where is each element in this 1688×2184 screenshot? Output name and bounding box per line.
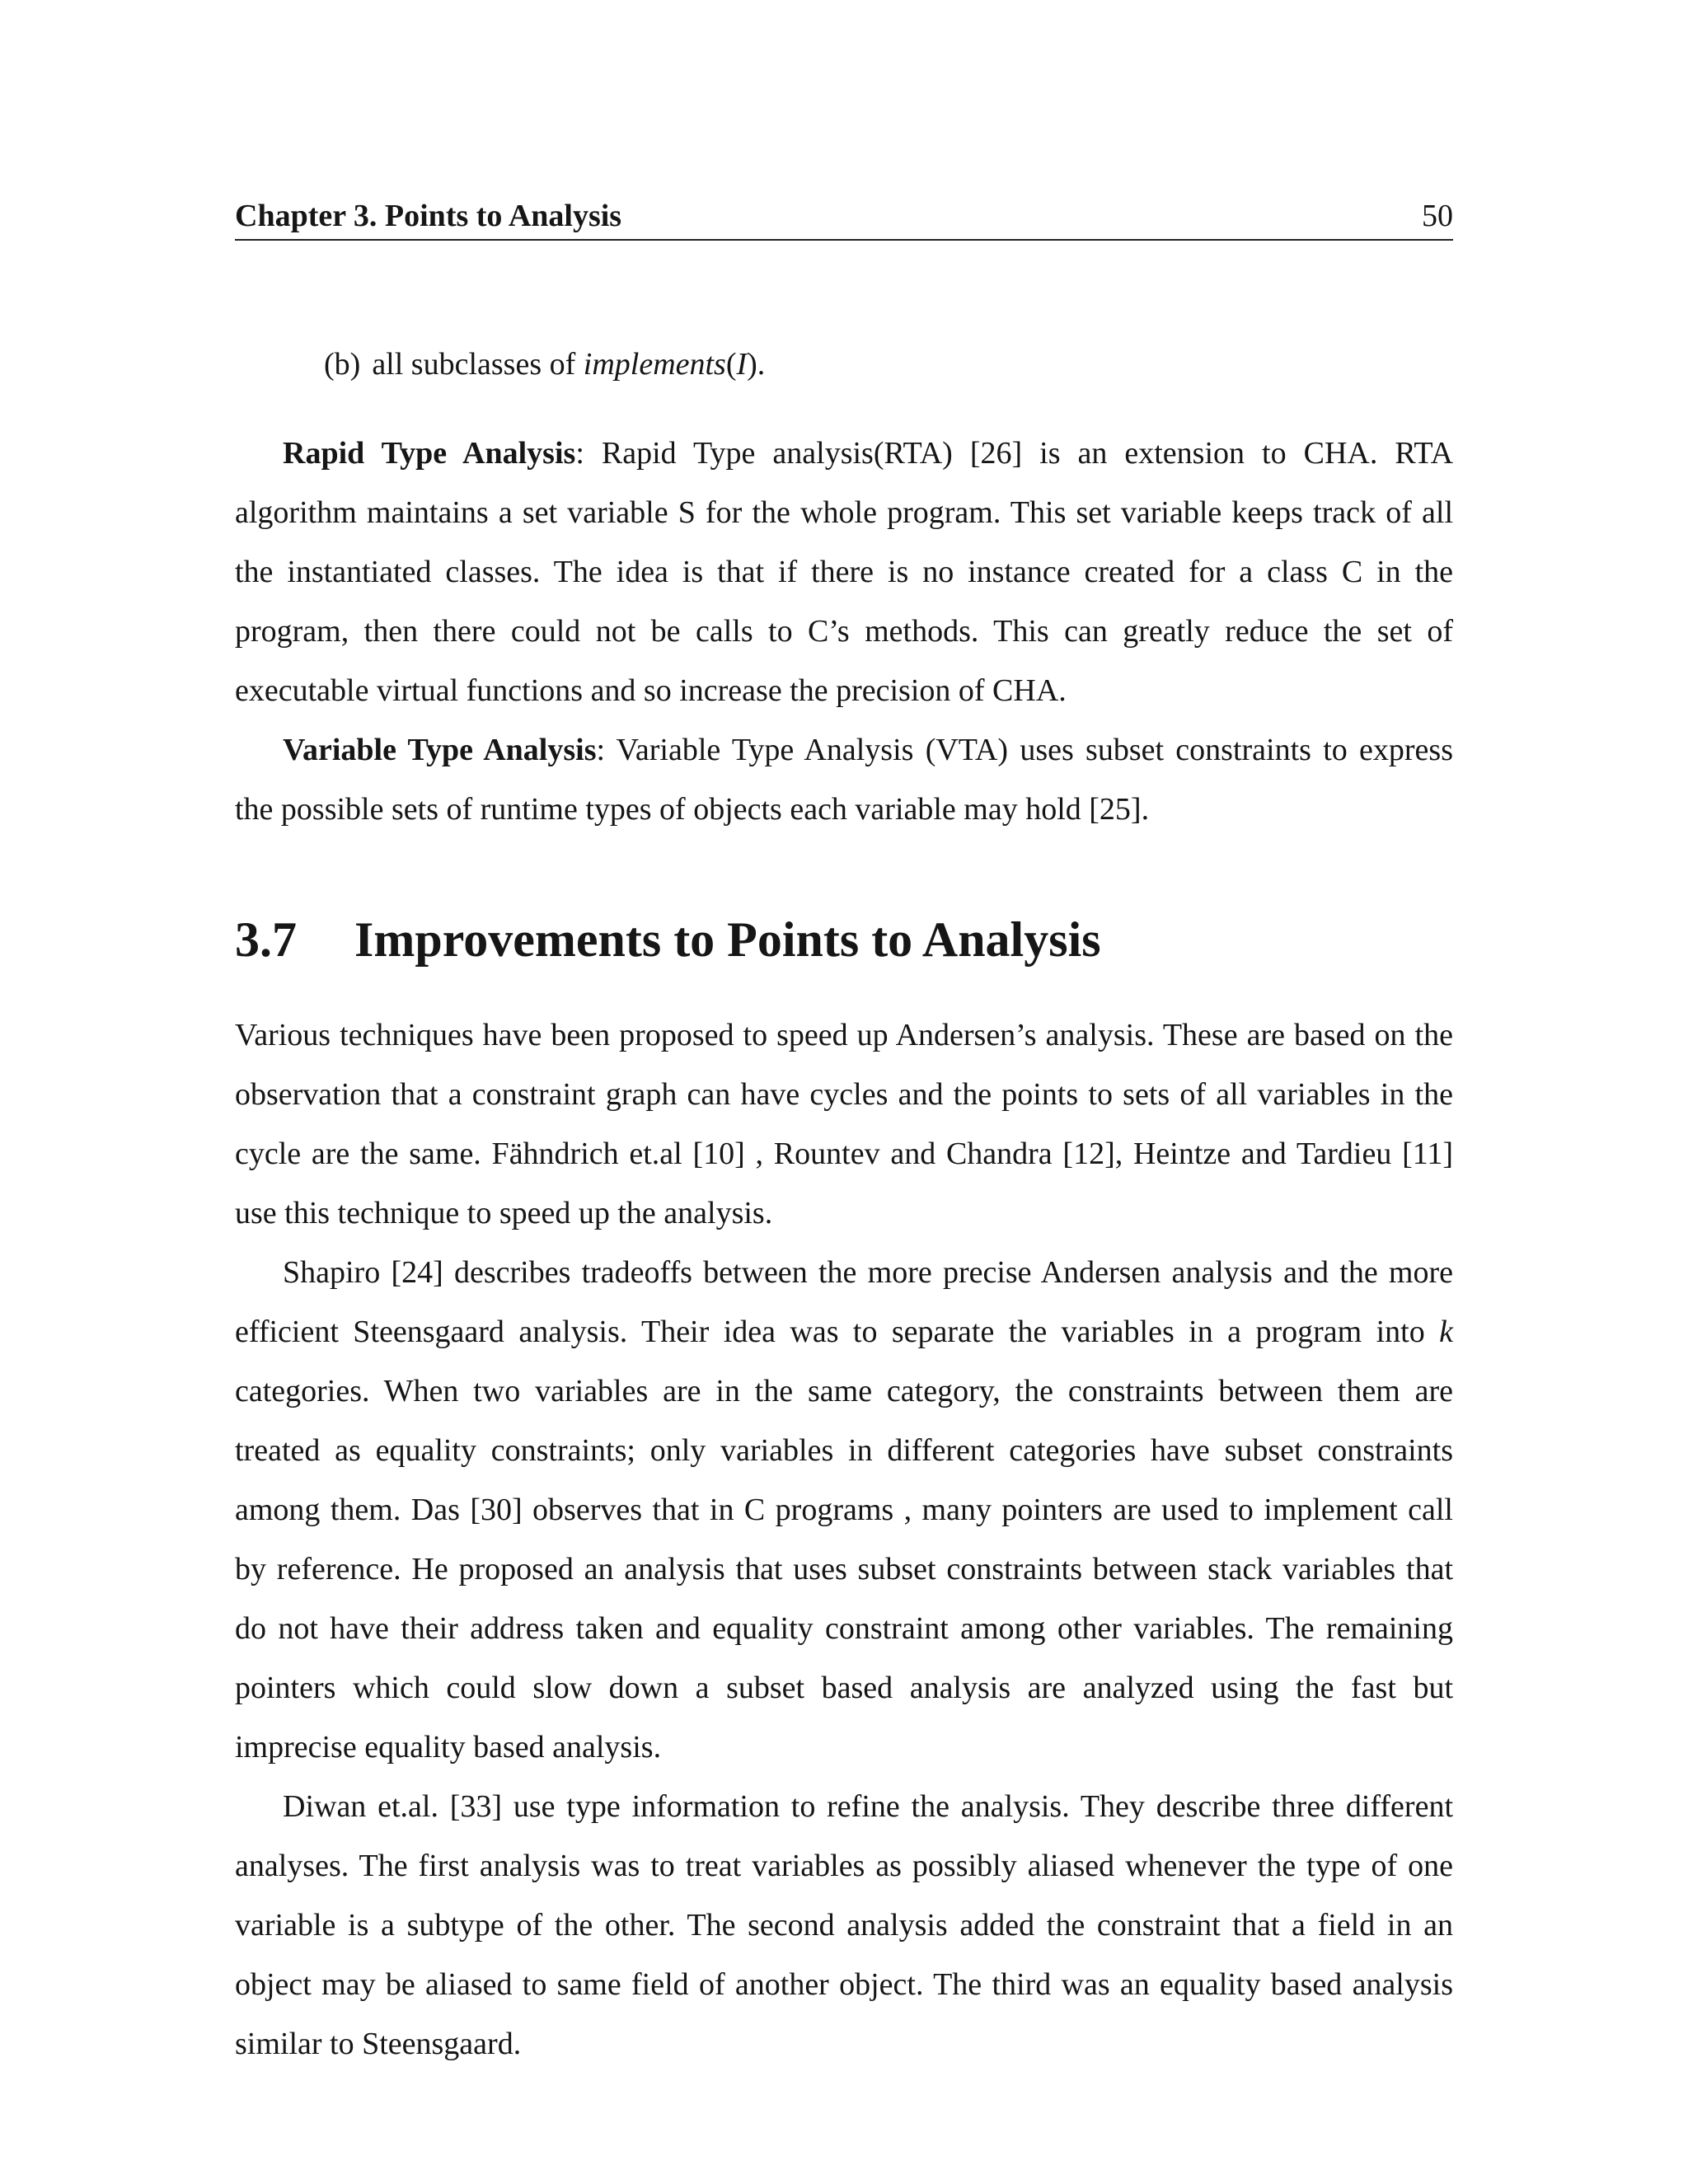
vta-text: : Variable Type Analysis (VTA) uses subset constraints to express the possible sets of runtime types of objects each variable may hold [25]. — [235, 733, 1454, 827]
list-item-label: (b) — [324, 347, 361, 382]
section-number: 3.7 — [235, 912, 297, 967]
list-item-b — [324, 335, 765, 394]
section-heading — [235, 907, 1101, 972]
page-number: 50 — [1422, 199, 1453, 233]
paragraph-2-start: Shapiro [24] describes tradeoffs between the more precise Andersen analysis and the more efficient Steensgaard analysis. Their idea was to separate the variables in a program into — [235, 1255, 1453, 1349]
vta-paragraph — [235, 720, 1453, 839]
rta-term: Rapid Type Analysis — [283, 436, 576, 471]
running-header — [235, 196, 1453, 241]
paragraph-3: Diwan et.al. [33] use type information to refine the analysis. They describe three different analyses. The first analysis was to treat variables as possibly aliased whenever the type of one variable is a subtype of the other. The second analysis added the constraint that a field in an object may be aliased to same field of another object. The third was an equality based analysis similar to Steensgaard. — [235, 1789, 1453, 2061]
paragraph-2-rest: categories. When two variables are in the same category, the constraints between them are treated as equality constraints; only variables in different categories have subset constraints among them. Das [30] observes that in C programs , many pointers are used to implement call by reference. He proposed an analysis that uses subset constraints between stack variables that do not have their address taken and equality constraint among other variables. The remaining pointers which could slow down a subset based analysis are analyzed using the fast but imprecise equality based analysis. — [235, 1374, 1453, 1765]
section-title: Improvements to Points to Analysis — [354, 912, 1101, 967]
chapter-title: Chapter 3. Points to Analysis — [235, 199, 622, 233]
list-item-italic-arg: I — [736, 347, 748, 382]
paragraph-2 — [235, 1243, 1453, 1777]
section-body — [235, 1005, 1453, 2074]
rta-paragraph — [235, 424, 1453, 720]
list-item-italic-term: implements — [583, 347, 726, 382]
vta-term: Variable Type Analysis — [283, 733, 597, 767]
list-item-text: all subclasses of — [372, 347, 584, 382]
type-analysis-block — [235, 424, 1453, 839]
list-item-tail: ). — [747, 347, 766, 382]
paragraph-2-k: k — [1439, 1315, 1453, 1349]
list-item-paren: ( — [725, 347, 737, 382]
rta-text: : Rapid Type analysis(RTA) [26] is an extension to CHA. RTA algorithm maintains a set variable S for the whole program. This set variable keeps track of all the instantiated classes. The idea is that if there is no instance created for a class C in the program, then there could not be calls to C’s methods. This can greatly reduce the set of executable virtual functions and so increase the precision of CHA. — [235, 436, 1454, 708]
paragraph-1: Various techniques have been proposed to speed up Andersen’s analysis. These are based on the observation that a constraint graph can have cycles and the points to sets of all variables in the cycle are the same. Fähndrich et.al [10] , Rountev and Chandra [12], Heintze and Tardieu [11] use this technique to speed up the analysis. — [235, 1018, 1453, 1230]
